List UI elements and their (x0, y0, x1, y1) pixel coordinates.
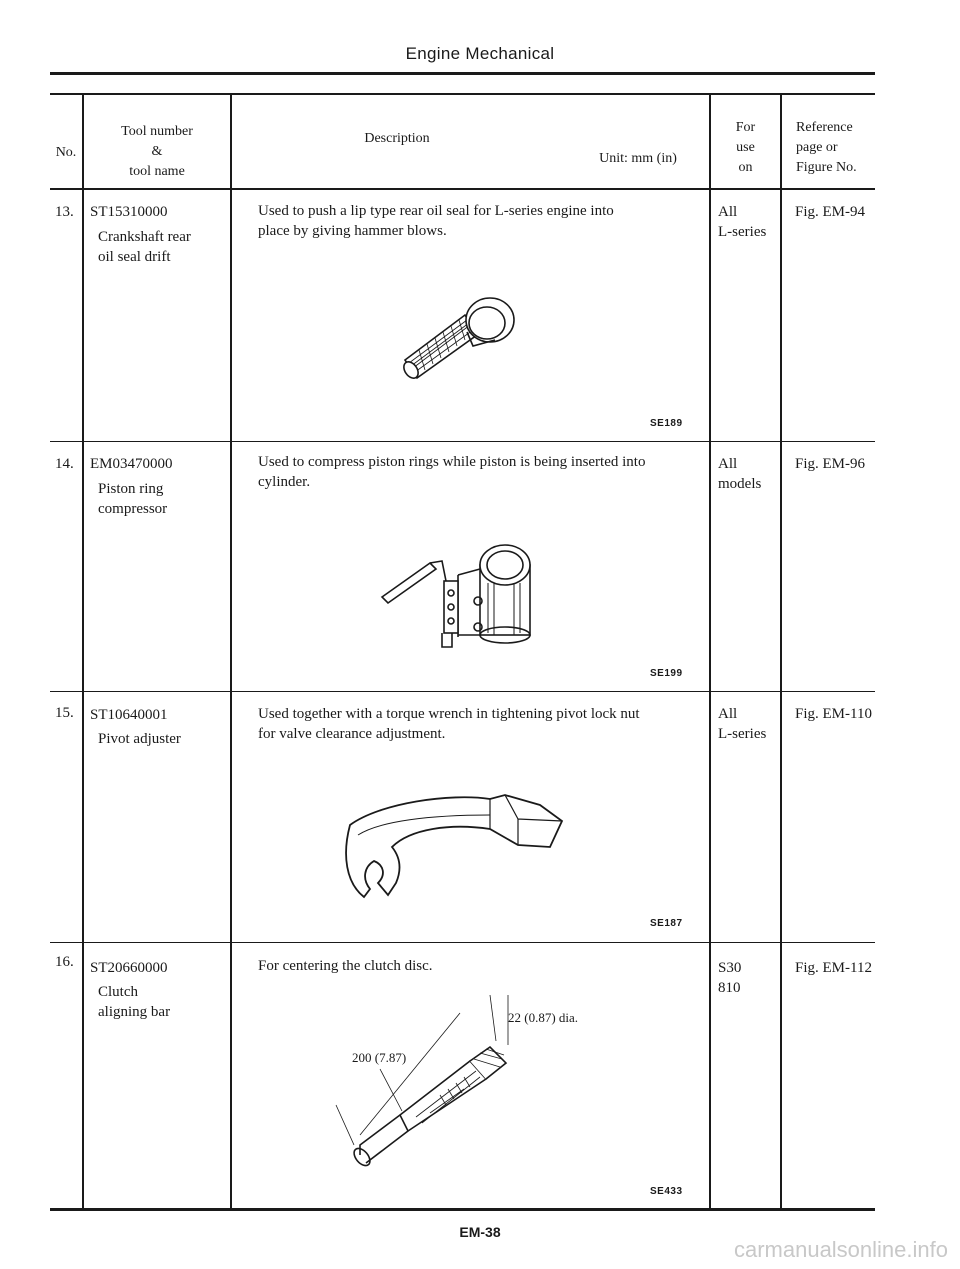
row-14-reference: Fig. EM-96 (795, 456, 866, 472)
row-divider-13-14 (50, 441, 875, 442)
row-14-desc-line1: Used to compress piston rings while piston is being inserted into (258, 454, 646, 470)
col-divider-use (780, 94, 782, 1209)
row-14-number: 14. (55, 456, 74, 472)
row-16-dimension-diameter: 22 (0.87) dia. (508, 1010, 579, 1025)
header-use-line2: use (736, 140, 755, 155)
row-16-use-line2: 810 (718, 980, 741, 996)
row-15-tool-name-line1: Pivot adjuster (98, 731, 181, 747)
row-14-tool-name-line1: Piston ring (98, 481, 164, 497)
col-divider-tool (230, 94, 232, 1209)
row-16-use-line1: S30 (718, 960, 742, 976)
piston-ring-compressor-illustration (380, 535, 540, 655)
header-use-line1: For (735, 120, 756, 135)
row-16-dimension-length: 200 (7.87) (352, 1050, 407, 1065)
header-use-line3: on (738, 160, 753, 175)
row-16-number: 16. (55, 954, 74, 970)
row-13-use-line1: All (718, 204, 738, 220)
page-number: EM-38 (459, 1224, 501, 1240)
header-unit: Unit: mm (in) (599, 151, 677, 166)
oil-seal-drift-illustration (395, 290, 525, 390)
row-13-tool-number: ST15310000 (90, 204, 168, 220)
row-15-use-line1: All (718, 706, 738, 722)
row-15-desc-line2: for valve clearance adjustment. (258, 726, 446, 742)
row-14-figure-code: SE199 (650, 668, 683, 679)
row-14-use-line1: All (718, 456, 738, 472)
page-title: Engine Mechanical (405, 44, 555, 63)
row-16-desc-line1: For centering the clutch disc. (258, 958, 433, 974)
bottom-rule (50, 1208, 875, 1211)
row-15-figure-code: SE187 (650, 918, 683, 929)
header-ref-line1: Reference (796, 120, 853, 135)
row-16-reference: Fig. EM-112 (795, 960, 872, 976)
row-15-desc-line1: Used together with a torque wrench in tightening pivot lock nut (258, 706, 640, 722)
row-14-tool-number: EM03470000 (90, 456, 173, 472)
col-divider-desc (709, 94, 711, 1209)
row-13-desc-line2: place by giving hammer blows. (258, 223, 447, 239)
col-divider-no (82, 94, 84, 1209)
header-no: No. (55, 145, 77, 160)
row-13-tool-name-line1: Crankshaft rear (98, 229, 191, 245)
row-divider-14-15 (50, 691, 875, 692)
header-bottom-rule (50, 188, 875, 190)
header-top-rule (50, 93, 875, 95)
row-14-desc-line2: cylinder. (258, 474, 311, 490)
header-tool-line1: Tool number (121, 124, 193, 139)
header-ref-line2: page or (796, 140, 838, 155)
header-tool-line3: tool name (129, 164, 185, 179)
row-15-reference: Fig. EM-110 (795, 706, 872, 722)
row-16-tool-name-line1: Clutch (98, 984, 138, 1000)
header-description: Description (364, 131, 430, 146)
header-ref-line3: Figure No. (796, 160, 857, 175)
row-15-tool-number: ST10640001 (90, 707, 168, 723)
row-13-use-line2: L-series (718, 224, 767, 240)
row-15-number: 15. (55, 705, 74, 721)
pivot-adjuster-illustration (340, 785, 570, 905)
row-13-figure-code: SE189 (650, 418, 683, 429)
row-15-use-line2: L-series (718, 726, 767, 742)
row-13-number: 13. (55, 204, 74, 220)
row-14-tool-name-line2: compressor (98, 501, 168, 517)
row-13-tool-name-line2: oil seal drift (98, 249, 171, 265)
row-14-use-line2: models (718, 476, 762, 492)
watermark: carmanualsonline.info (733, 1237, 948, 1262)
row-16-figure-code: SE433 (650, 1186, 683, 1197)
top-rule (50, 72, 875, 75)
row-13-reference: Fig. EM-94 (795, 204, 866, 220)
header-tool-line2: & (151, 144, 163, 159)
row-16-tool-number: ST20660000 (90, 960, 168, 976)
row-13-desc-line1: Used to push a lip type rear oil seal for L-series engine into (258, 203, 614, 219)
row-divider-15-16 (50, 942, 875, 943)
row-16-tool-name-line2: aligning bar (98, 1004, 171, 1020)
